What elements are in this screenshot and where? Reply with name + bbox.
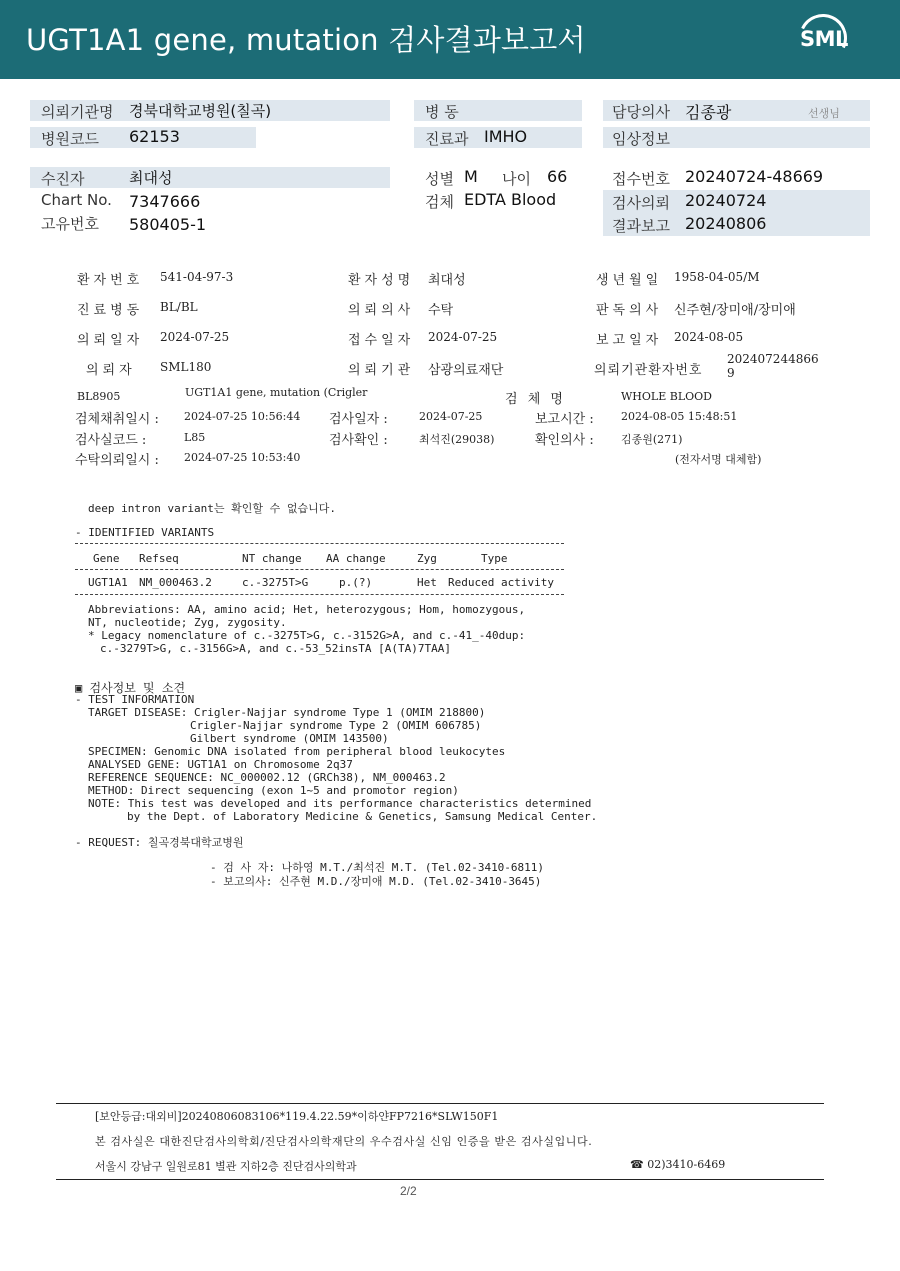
inst-patient-no-2: 9 [727,366,735,380]
dept-value: IMHO [484,127,528,146]
entrust-label: 수탁의뢰일시 : [75,453,159,468]
entrust-value: 2024-07-25 10:53:40 [184,451,301,464]
specimen-value: EDTA Blood [464,190,557,209]
col-refseq: Refseq [139,552,179,565]
gene-line: ANALYSED GENE: UGT1A1 on Chromosome 2q37 [88,758,353,771]
chart-label: Chart No. [41,191,112,209]
patient-no-value: 541-04-97-3 [160,270,234,284]
patient-name-value: 최대성 [428,273,466,288]
target-line-1: TARGET DISEASE: Crigler-Najjar syndrome Type 1 (OMIM 218800) [88,706,486,719]
reception-label: 접수번호 [612,170,670,188]
doctor-value: 김종광 [685,103,732,122]
hospital-code-label: 병원코드 [41,130,99,148]
req-doctor-label: 의뢰의사 [348,303,415,318]
col-aa: AA change [326,552,386,565]
specimen-name-label: 검 체 명 [505,392,566,407]
requester-value: SML180 [160,360,212,374]
table-header-rule [75,569,564,570]
footer-top-rule [56,1103,824,1104]
sex-label: 성별 [425,170,454,188]
phone-line: ☎ 02)3410-6469 [630,1158,726,1171]
institution-label: 의뢰기관명 [41,103,114,121]
specimen-line: SPECIMEN: Genomic DNA isolated from peripheral blood leukocytes [88,745,506,758]
abbr-line-3: * Legacy nomenclature of c.-3275T>G, c.-3152G>A, and c.-41_-40dup: [88,629,526,642]
note-line-2: by the Dept. of Laboratory Medicine & Genetics, Samsung Medical Center. [127,810,598,823]
confirm-doctor-label: 확인의사 : [535,433,594,448]
chart-value: 7347666 [129,192,201,211]
reception-value: 20240724-48669 [685,167,824,186]
logo-text: SML [800,27,848,51]
target-line-3: Gilbert syndrome (OMIM 143500) [190,732,389,745]
clinical-label: 임상정보 [612,130,670,148]
esign-note: (전자서명 대체함) [675,453,762,466]
dob-label: 생년월일 [596,273,663,288]
collect-value: 2024-07-25 10:56:44 [184,410,301,423]
intron-note: deep intron variant는 확인할 수 없습니다. [88,502,336,515]
reader-label: 판독의사 [596,303,663,318]
report2-date-label: 보고일자 [596,333,663,348]
test-info-title: - TEST INFORMATION [75,693,195,706]
sml-logo [796,14,852,66]
inst-patient-no-1: 202407244866 [727,352,819,366]
note-line-1: NOTE: This test was developed and its performance characteristics determined [88,797,592,810]
age-value: 66 [547,167,568,186]
test-confirm-label: 검사확인 : [329,433,388,448]
footer-bottom-rule [56,1179,824,1180]
patient-name-label: 환자성명 [348,273,415,288]
inst-patient-no-label: 의뢰기관환자번호 [594,363,703,378]
doctor-label: 담당의사 [612,103,670,121]
institution-value: 경북대학교병원(칠곡) [129,102,272,120]
report-time-label: 보고시간 : [535,412,594,427]
page-number: 2/2 [400,1184,417,1198]
recv-date-label: 접수일자 [348,333,415,348]
age-label: 나이 [502,170,531,188]
requester-label: 의뢰자 [86,363,136,378]
ref-line: REFERENCE SEQUENCE: NC_000002.12 (GRCh38), NM_000463.2 [88,771,446,784]
sex-value: M [464,167,478,186]
confirm-doctor-value: 김종원(271) [621,433,683,446]
abbr-line-2: NT, nucleotide; Zyg, zygosity. [88,616,287,629]
req-date-value: 2024-07-25 [160,330,230,344]
row-nt: c.-3275T>G [242,576,309,589]
ward2-label: 진료병동 [77,303,144,318]
table-top-rule [75,543,564,544]
test-date-value: 2024-07-25 [419,410,483,423]
cert-line: 본 검사실은 대한진단검사의학회/진단검사의학재단의 우수검사실 신임 인증을 받은 검사실입니다. [95,1135,593,1148]
abbr-line-1: Abbreviations: AA, amino acid; Het, heterozygous; Hom, homozygous, [88,603,526,616]
target-line-2: Crigler-Najjar syndrome Type 2 (OMIM 606785) [190,719,482,732]
ward-label: 병 동 [425,103,459,121]
table-bottom-rule [75,594,564,595]
security-line: [보안등급:대외비]20240806083106*119.4.22.59*이하얀FP7216*SLW150F1 [95,1110,499,1123]
col-zyg: Zyg [417,552,437,565]
col-type: Type [481,552,508,565]
variants-title: - IDENTIFIED VARIANTS [75,526,215,539]
report-date-label: 결과보고 [612,217,670,235]
method-line: METHOD: Direct sequencing (exon 1~5 and promotor region) [88,784,459,797]
report2-date-value: 2024-08-05 [674,330,744,344]
report-date-value: 20240806 [685,214,767,233]
report-header [0,0,900,79]
request-date-value: 20240724 [685,191,767,210]
row-refseq: NM_000463.2 [139,576,212,589]
specimen-name-value: WHOLE BLOOD [621,390,712,403]
lab-code-value: L85 [184,431,206,444]
dob-value: 1958-04-05/M [674,270,760,284]
patient-value: 최대성 [129,169,173,187]
test-date-label: 검사일자 : [329,412,388,427]
row-type: Reduced activity [448,576,554,589]
info-title: ▣ 검사정보 및 소견 [75,681,186,695]
address-line: 서울시 강남구 일원로81 별관 지하2층 진단검사의학과 [95,1160,357,1173]
doctor-suffix: 선생님 [808,107,840,120]
patient-label: 수진자 [41,170,85,188]
specimen-label: 검체 [425,193,454,211]
tester-line: - 검 사 자: 나하영 M.T./최석진 M.T. (Tel.02-3410-6811) [210,861,545,874]
dept-label: 진료과 [425,130,469,148]
test-confirm-value: 최석진(29038) [419,433,495,446]
col-nt: NT change [242,552,302,565]
unique-value: 580405-1 [129,215,207,234]
req-date-label: 의뢰일자 [77,333,144,348]
request-line: - REQUEST: 칠곡경북대학교병원 [75,836,244,849]
col-gene: Gene [93,552,120,565]
collect-label: 검체채취일시 : [75,412,159,427]
hospital-code-value: 62153 [129,127,180,146]
abbr-line-4: c.-3279T>G, c.-3156G>A, and c.-53_52insTA [A(TA)7TAA] [100,642,451,655]
req-inst-label: 의뢰기관 [348,363,415,378]
row-zyg: Het [417,576,437,589]
reporter-line: - 보고의사: 신주현 M.D./장미애 M.D. (Tel.02-3410-3645) [210,875,542,888]
req-doctor-value: 수탁 [428,303,454,318]
ward2-value: BL/BL [160,300,198,314]
row-gene: UGT1A1 [88,576,128,589]
unique-label: 고유번호 [41,215,99,233]
patient-no-label: 환자번호 [77,273,144,288]
lab-code-label: 검사실코드 : [75,433,147,448]
request-date-label: 검사의뢰 [612,194,670,212]
report-title: UGT1A1 gene, mutation 검사결과보고서 [26,23,586,57]
test-name: UGT1A1 gene, mutation (Crigler [185,386,368,399]
reader-value: 신주현/장미애/장미애 [674,303,796,318]
test-code: BL8905 [77,390,121,403]
req-inst-value: 삼광의료재단 [428,363,504,378]
report-time-value: 2024-08-05 15:48:51 [621,410,738,423]
recv-date-value: 2024-07-25 [428,330,498,344]
row-aa: p.(?) [339,576,373,589]
